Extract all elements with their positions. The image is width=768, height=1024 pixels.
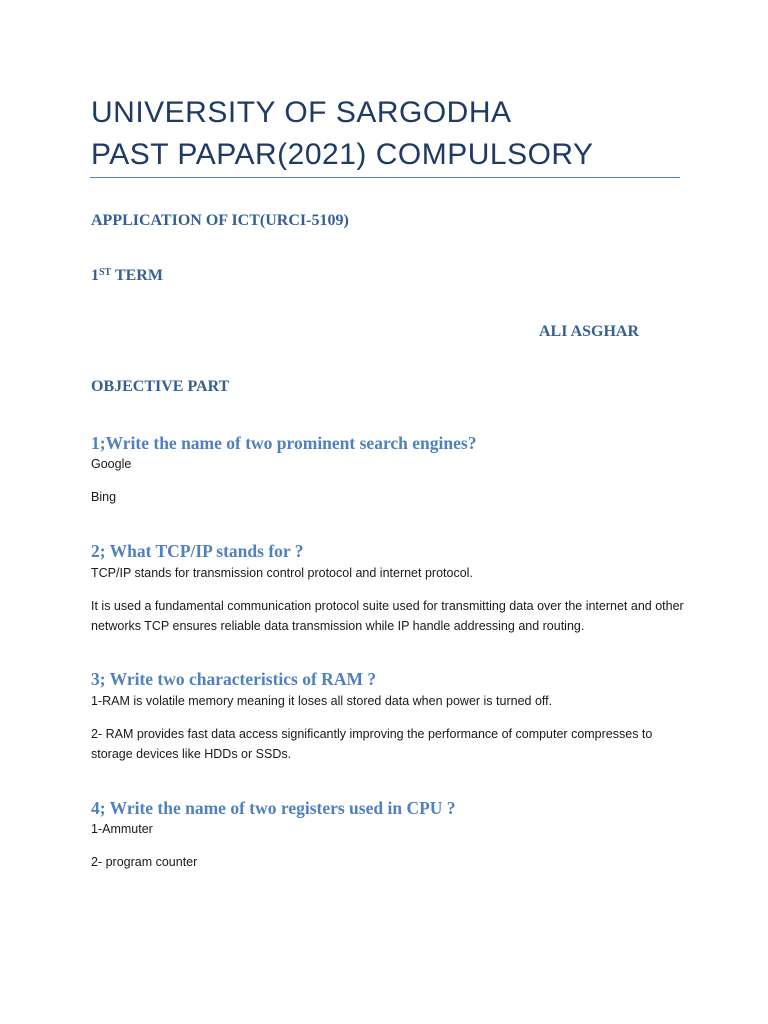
- title-underline-divider: [90, 177, 680, 178]
- question-4-answer-1: 1-Ammuter: [91, 822, 153, 836]
- course-heading: APPLICATION OF ICT(URCI-5109): [91, 212, 349, 229]
- question-3-heading: 3; Write two characteristics of RAM ?: [91, 669, 377, 689]
- term-heading: [91, 266, 163, 286]
- term-number: 1: [91, 267, 99, 284]
- question-2-answer-1: TCP/IP stands for transmission control protocol and internet protocol.: [91, 566, 473, 580]
- question-4-heading: 4; Write the name of two registers used in CPU ?: [91, 798, 456, 818]
- question-2-heading: 2; What TCP/IP stands for ?: [91, 541, 304, 561]
- document-title: [91, 92, 594, 176]
- question-3-answer-1: 1-RAM is volatile memory meaning it loses all stored data when power is turned off.: [91, 694, 553, 708]
- term-label: TERM: [111, 267, 163, 284]
- author-name: ALI ASGHAR: [539, 323, 640, 340]
- title-line-2: PAST PAPAR(2021) COMPULSORY: [91, 138, 594, 171]
- question-2-answer-2: It is used a fundamental communication protocol suite used for transmitting data over the internet and other networks TCP ensures reliable data transmission while IP handle addressing and routing.: [91, 599, 684, 633]
- question-4-answer-2: 2- program counter: [91, 855, 198, 869]
- question-1-answer-2: Bing: [91, 490, 117, 504]
- title-line-1: UNIVERSITY OF SARGODHA: [91, 96, 512, 129]
- section-heading: OBJECTIVE PART: [91, 378, 230, 395]
- question-3-answer-2: 2- RAM provides fast data access significantly improving the performance of computer compresses to storage devices like HDDs or SSDs.: [91, 727, 653, 761]
- term-ordinal-suffix: ST: [99, 267, 112, 278]
- question-1-answer-1: Google: [91, 457, 132, 471]
- question-1-heading: 1;Write the name of two prominent search engines?: [91, 433, 477, 453]
